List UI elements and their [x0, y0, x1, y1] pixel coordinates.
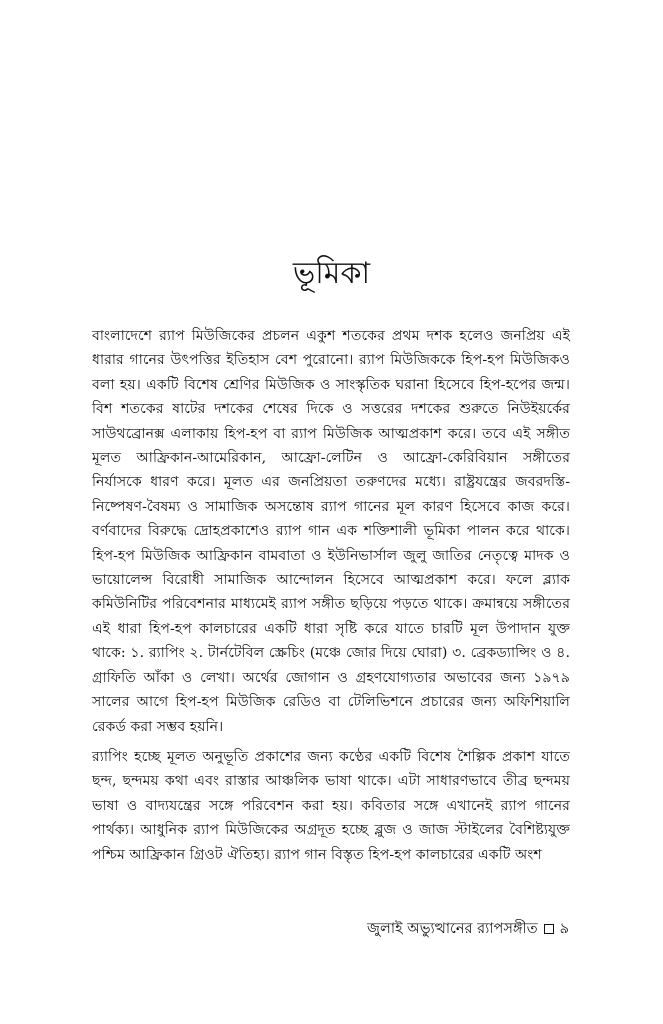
running-title: জুলাই অভ্যুত্থানের র‍্যাপসঙ্গীত: [367, 921, 538, 937]
square-separator-icon: [544, 924, 554, 934]
paragraph-2: র‍্যাপিং হচ্ছে মূলত অনুভূতি প্রকাশের জন্য কণ্ঠের একটি বিশেষ শৈল্পিক প্রকাশ যাতে ছন্দ, ছন্দময় কথা এবং রাস্তার আঞ্চলিক ভাষা থাকে। এটা সাধারণভাবে তীব্র ছন্দময় ভাষা ও বাদ্যযন্ত্রের সঙ্গে পরিবেশন করা হয়। কবিতার সঙ্গে এখানেই র‍্যাপ গানের পার্থক্য। আধুনিক র‍্যাপ মিউজিকের অগ্রদূত হচ্ছে ব্লুজ ও জাজ স্টাইলের বৈশিষ্ট্যযুক্ত পশ্চিম আফ্রিকান গ্রিওট ঐতিহ্য। র‍্যাপ গান বিস্তৃত হিপ-হপ কালচারের একটি অংশ: [92, 748, 570, 863]
page-number: ৯: [559, 921, 569, 937]
chapter-title: ভূমিকা: [292, 256, 371, 291]
page-footer: [367, 918, 569, 940]
body-text: [92, 324, 570, 867]
paragraph-1: বাংলাদেশে র‍্যাপ মিউজিকের প্রচলন একুশ শতকের প্রথম দশক হলেও জনপ্রিয় এই ধারার গানের উৎপত্তির ইতিহাস বেশ পুরোনো। র‍্যাপ মিউজিককে হিপ-হপ মিউজিকও বলা হয়। একটি বিশেষ শ্রেণির মিউজিক ও সাংস্কৃতিক ঘরানা হিসেবে হিপ-হপের জন্ম। বিশ শতকের ষাটের দশকের শেষের দিকে ও সত্তরের দশকের শুরুতে নিউইয়র্কের সাউথব্রোনক্স এলাকায় হিপ-হপ বা র‍্যাপ মিউজিক আত্মপ্রকাশ করে। তবে এই সঙ্গীত মূলত আফ্রিকান-আমেরিকান, আফ্রো-লেটিন ও আফ্রো-কেরিবিয়ান সঙ্গীতের নির্যাসকে ধারণ করে। মূলত এর জনপ্রিয়তা তরুণদের মধ্যে। রাষ্ট্রযন্ত্রের জবরদস্তি-নিষ্পেষণ-বৈষম্য ও সামাজিক অসন্তোষ র‍্যাপ গানের মূল কারণ হিসেবে কাজ করে। বর্ণবাদের বিরুদ্ধে দ্রোহপ্রকাশেও র‍্যাপ গান এক শক্তিশালী ভূমিকা পালন করে থাকে। হিপ-হপ মিউজিক আফ্রিকান বামবাতা ও ইউনিভার্সাল জুলু জাতির নেতৃত্বে মাদক ও ভায়োলেন্স বিরোধী সামাজিক আন্দোলন হিসেবে আত্মপ্রকাশ করে। ফলে ব্ল্যাক কমিউনিটির পরিবেশনার মাধ্যমেই র‍্যাপ সঙ্গীত ছড়িয়ে পড়তে থাকে। ক্রমান্বয়ে সঙ্গীতের এই ধারা হিপ-হপ কালচারের একটি ধারা সৃষ্টি করে যাতে চারটি মূল উপাদান যুক্ত থাকে: ১. র‍্যাপিং ২. টার্নটেবিল স্ক্রেচিং (মঞ্চে জোর দিয়ে ঘোরা) ৩. ব্রেকড্যান্সিং ও ৪. গ্রাফিতি আঁকা ও লেখা। অর্থের জোগান ও গ্রহণযোগ্যতার অভাবের জন্য ১৯৭৯ সালের আগে হিপ-হপ মিউজিক রেডিও বা টেলিভিশনে প্রচারের জন্য অফিশিয়ালি রেকর্ড করা সম্ভব হয়নি।: [92, 328, 570, 735]
